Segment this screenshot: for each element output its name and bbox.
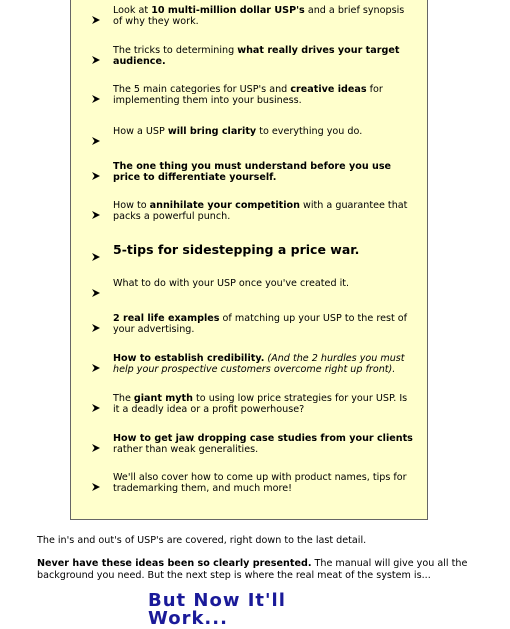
bullet-text-bold: 10 multi-million dollar USP's [151,5,305,16]
arrow-bullet-icon [91,50,101,60]
bullet-text-plain: of matching up your USP to the rest of your advertising. [113,313,408,335]
bullet-text [113,84,413,106]
bullet-text-plain: The [113,393,134,404]
arrow-bullet-icon [91,166,101,176]
bullet-text-plain: How to [113,200,150,211]
arrow-bullet-icon [91,318,101,328]
bullet-text-plain: The 5 main categories for USP's and [113,84,291,95]
paragraph-clear-ideas [37,558,477,581]
paragraph-clear-ideas-text: The manual will give you all the background you need. But the next step is where the real meat of the system is... [37,558,468,581]
bullet-text [113,472,413,494]
bullet-text-plain: to everything you do. [256,126,363,137]
bullet-text [113,243,413,257]
bullet-text-plain: We'll also cover how to come up with product names, tips for trademarking them, and much more! [113,472,407,494]
bullet-text [113,161,413,183]
paragraph-clear-ideas-bold: Never have these ideas been so clearly presented. [37,558,312,569]
bullet-text-plain: What to do with your USP once you've created it. [113,278,350,289]
bullet-text-plain: with a guarantee that packs a powerful punch. [113,200,408,222]
bullet-text-italic: (And the 2 hurdles you must help your prospective customers overcome right up front). [113,353,405,375]
bullet-text [113,126,413,137]
arrow-bullet-icon [91,247,101,257]
paragraph-coverage [37,535,477,547]
headline-cut-off [148,590,368,629]
bullet-text-bold: creative ideas [290,84,367,95]
bullet-text [113,200,413,222]
arrow-bullet-icon [91,205,101,215]
bullet-text-plain: How a USP [113,126,168,137]
arrow-bullet-icon [91,438,101,448]
bullet-text-plain: to using low price strategies for your USP. Is it a deadly idea or a profit powerhouse? [113,393,408,415]
bullet-text-bold: The one thing you must understand before you use price to differentiate yourself. [113,161,392,183]
bullet-text-bold: How to establish credibility. [113,353,265,364]
bullet-text-bold: giant myth [133,393,193,404]
bullet-text-bold: 5-tips for sidestepping a price war. [113,242,360,257]
bullet-text-plain: and a brief synopsis of why they work. [113,5,405,27]
arrow-bullet-icon [91,358,101,368]
bullet-text [113,5,413,27]
bullet-text [113,278,413,289]
bullet-text [113,353,413,375]
bullet-text-plain: for implementing them into your business. [113,84,383,106]
paragraph-coverage-text: The in's and out's of USP's are covered, right down to the last detail. [37,535,367,546]
bullet-text-bold: what really drives your target audience. [113,45,400,67]
bullet-text-bold: annihilate your competition [149,200,300,211]
arrow-bullet-icon [91,477,101,487]
bullet-text-plain: Look at [113,5,152,16]
bullet-text [113,393,413,415]
bullet-text [113,45,413,67]
arrow-bullet-icon [91,10,101,20]
bullet-text [113,313,413,335]
bullet-text [113,433,413,455]
bullet-text-bold: will bring clarity [167,126,257,137]
headline-text: But Now It'll Work... [148,590,286,629]
arrow-bullet-icon [91,398,101,408]
bullet-text-bold: 2 real life examples [113,313,220,324]
bullet-text-plain: The tricks to determining [113,45,238,56]
arrow-bullet-icon [91,131,101,141]
bullet-text-bold: How to get jaw dropping case studies from your clients [113,433,413,444]
feature-list-box [70,0,428,520]
arrow-bullet-icon [91,283,101,293]
bullet-text-plain: rather than weak generalities. [113,444,259,455]
arrow-bullet-icon [91,89,101,99]
